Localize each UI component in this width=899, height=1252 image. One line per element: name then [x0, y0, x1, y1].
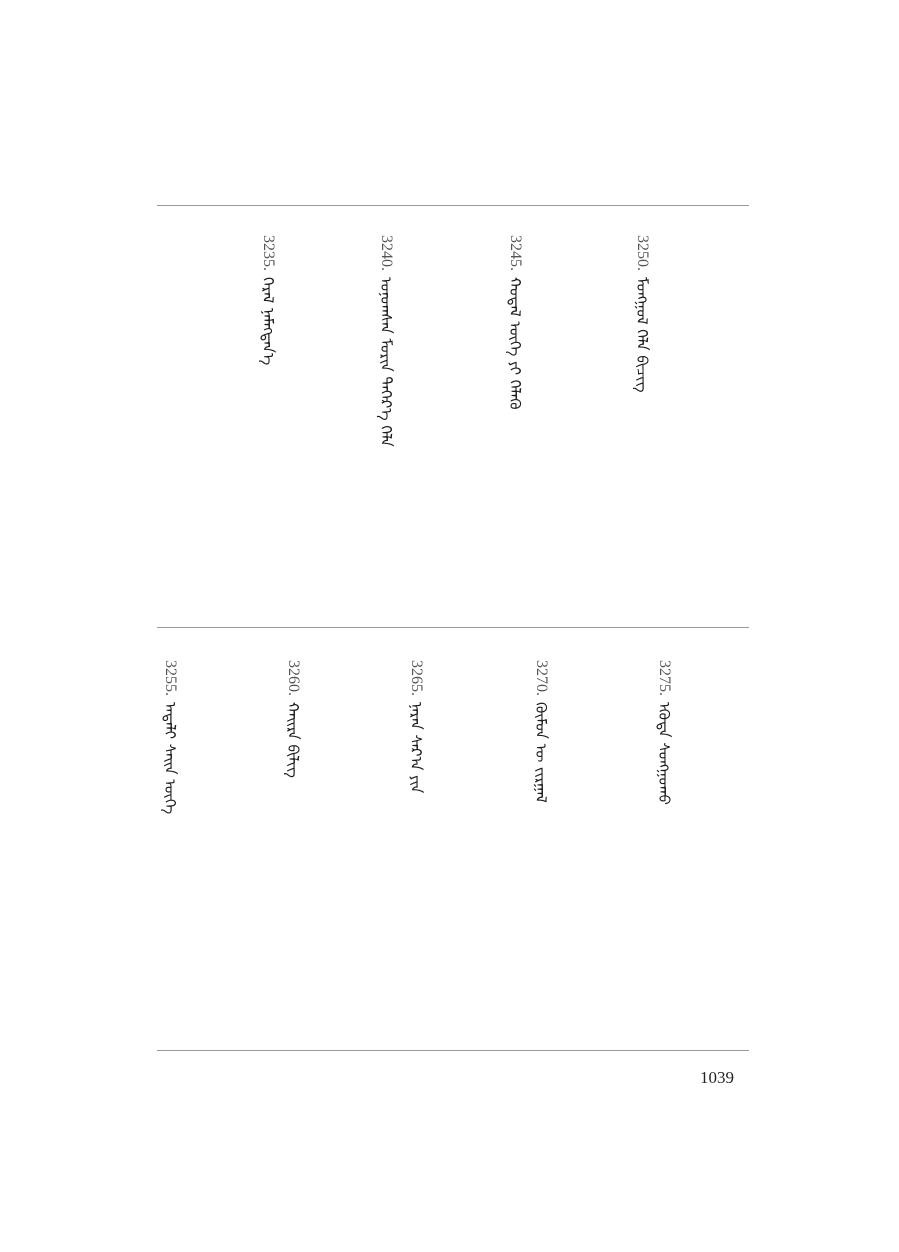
- verse-line: ᠬᠤᠳᠠᠯ ᠦᠭᠡ ᠶᠢ ᠬᠡᠯᠡᠬᠦ: [506, 277, 524, 410]
- line-number: 3270.: [533, 660, 550, 696]
- line-number: 3235.: [260, 235, 277, 271]
- verse-line: ᠮᠣᠩᠭᠣᠯ ᠬᠡᠯᠡ ᠪᠢᠴᠢᠭ: [633, 277, 651, 393]
- verse-line: ᠡᠭᠦᠳᠡ ᠰᠣᠩᠭᠣᠬᠤ: [655, 702, 673, 805]
- line-number: 3240.: [378, 235, 395, 271]
- verse-line: ᠬᠠᠢᠷᠠ ᠪᠢᠯᠢᠭ: [284, 702, 302, 778]
- page-number: 1039: [700, 1068, 734, 1087]
- top-rule: [157, 205, 749, 206]
- verse-column: [378, 235, 394, 447]
- line-number: 3250.: [634, 235, 651, 271]
- lower-text-block: [150, 660, 750, 1040]
- verse-column: [634, 235, 650, 393]
- bottom-rule: [157, 1050, 749, 1051]
- verse-column: [408, 660, 424, 793]
- verse-column: [656, 660, 672, 805]
- line-number: 3265.: [408, 660, 425, 696]
- middle-rule: [157, 627, 749, 628]
- verse-line: ᠠᠳᠠᠯᠢ ᠰᠠᠢᠨ ᠦᠭᠡ: [161, 702, 179, 815]
- verse-line: ᠭᠡᠷᠡᠯ ᠨᠡᠮᠡᠭᠳᠡᠨ᠎ᠡ: [259, 277, 277, 366]
- line-number: 3255.: [162, 660, 179, 696]
- verse-column: [285, 660, 301, 778]
- verse-line: ᠨᠠᠷᠠᠨ ᠰᠠᠷ᠎ᠠ ᠶᠢᠨ: [407, 702, 425, 794]
- verse-line: ᠤᠨᠤᠭᠰᠠᠨ ᠮᠣᠷᠢᠨ ᠳᠡᠭᠡᠷ᠎ᠡ ᠬᠡᠯᠡ: [377, 277, 395, 447]
- line-number: 3245.: [507, 235, 524, 271]
- verse-line: ᠬᠦᠮᠦᠨ ᠦ ᠵᠢᠷᠭᠠᠯ: [532, 702, 550, 803]
- line-number: 3275.: [656, 660, 673, 696]
- line-number: 3260.: [285, 660, 302, 696]
- verse-column: [507, 235, 523, 410]
- verse-column: [533, 660, 549, 803]
- verse-column: [162, 660, 178, 814]
- upper-text-block: [150, 235, 651, 590]
- verse-column: [260, 235, 276, 365]
